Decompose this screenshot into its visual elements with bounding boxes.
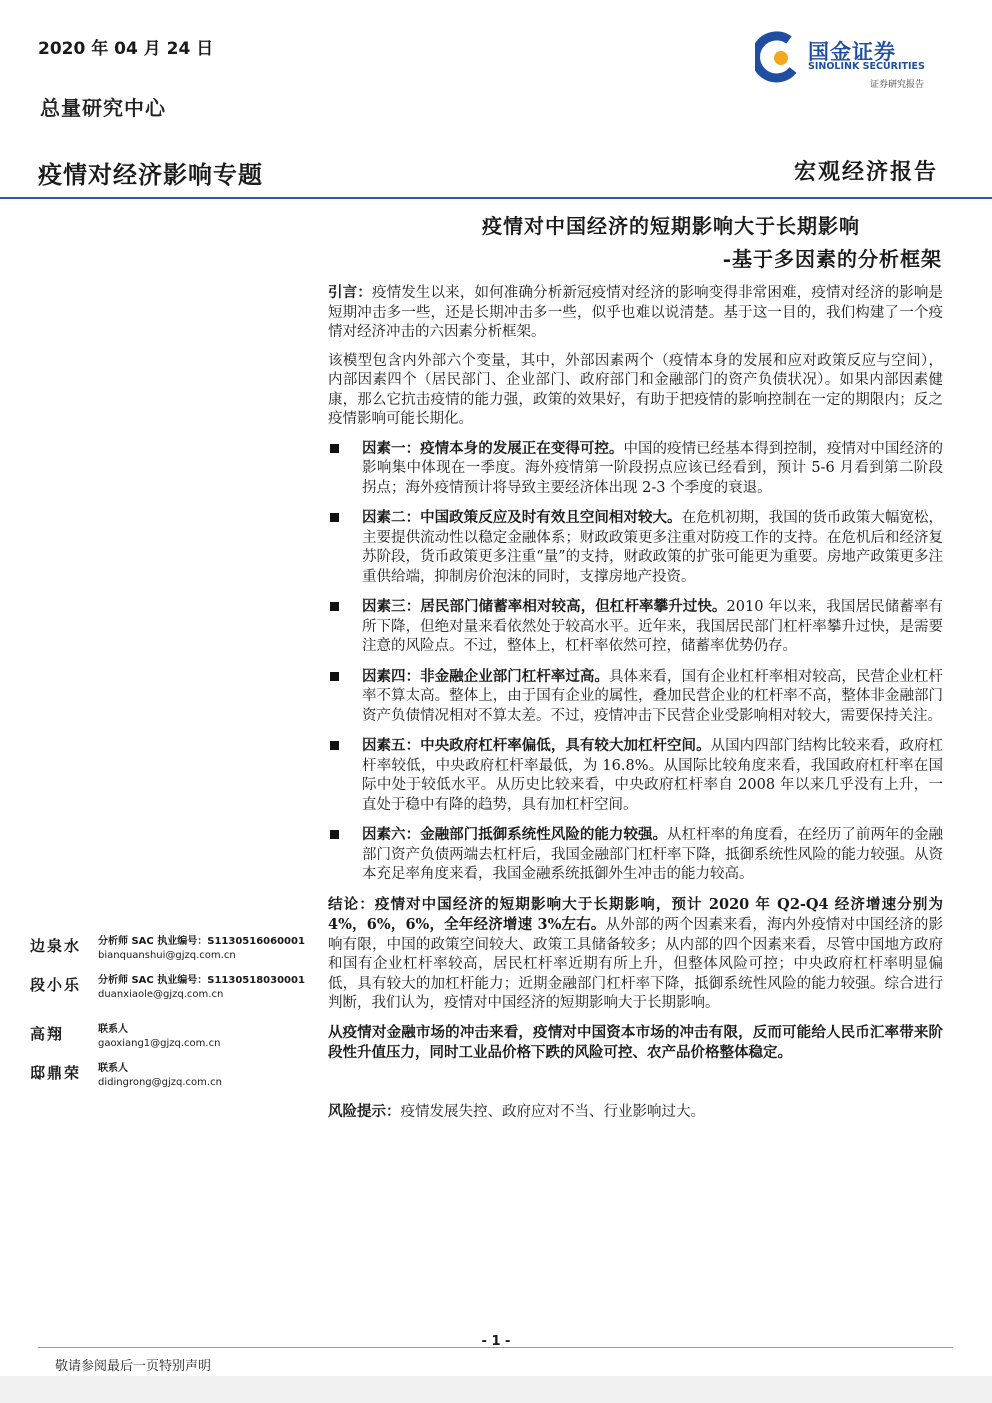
intro-paragraph <box>328 283 943 343</box>
analyst-role: 联系人 <box>98 1063 128 1074</box>
factor-text: 2010 年以来，我国居民储蓄率有所下降，但绝对量来看依然处于较高水平。近年来，我国居民部门杠杆率攀升过快，是需要注意的风险点。不过，整体上，杠杆率依然可控，储蓄率优势仍存。 <box>362 599 943 654</box>
header-rule <box>0 197 992 199</box>
analyst-name: 邸鼎荣 <box>30 1064 82 1082</box>
intro-label: 引言： <box>328 284 372 301</box>
report-date: 2020 年 04 月 24 日 <box>38 39 214 59</box>
report-title: 疫情对中国经济的短期影响大于长期影响 <box>482 214 860 238</box>
analyst-info <box>98 935 305 963</box>
factor-head: 因素三：居民部门储蓄率相对较高，但杠杆率攀升过快。 <box>362 598 727 615</box>
report-topic: 疫情对经济影响专题 <box>38 161 263 189</box>
factor-item <box>328 597 943 657</box>
page-number: - 1 - <box>481 1334 511 1349</box>
analyst-name: 高翔 <box>30 1025 65 1043</box>
logo-english: SINOLINK SECURITIES <box>808 61 925 72</box>
analyst-email[interactable]: duanxiaole@gjzq.com.cn <box>98 989 224 1000</box>
analyst-info <box>98 1023 220 1051</box>
logo-mark-icon <box>755 30 805 86</box>
bullet-square-icon <box>330 672 339 681</box>
risk-label: 风险提示： <box>328 1102 401 1120</box>
report-type: 宏观经济报告 <box>793 159 938 185</box>
research-center: 总量研究中心 <box>40 96 166 120</box>
factor-item <box>328 508 943 587</box>
logo-name: 国金证券 <box>808 40 896 64</box>
logo-subtitle: 证券研究报告 <box>870 80 925 90</box>
factor-head: 因素二：中国政策反应及时有效且空间相对较大。 <box>362 509 682 526</box>
analyst-info <box>98 974 305 1002</box>
factor-head: 因素五：中央政府杠杆率偏低，具有较大加杠杆空间。 <box>362 737 711 754</box>
market-text: 从疫情对金融市场的冲击来看，疫情对中国资本市场的冲击有限，反而可能给人民币汇率带来阶段性升值压力，同时工业品价格下跌的风险可控、农产品价格整体稳定。 <box>328 1023 943 1061</box>
analyst-name: 段小乐 <box>30 976 82 994</box>
factor-text: 从杠杆率的角度看，在经历了前两年的金融部门资产负债两端去杠杆后，我国金融部门杠杆率下降，抵御系统性风险的能力较强。从资本充足率角度来看，我国金融系统抵御外生冲击的能力较高。 <box>362 827 944 882</box>
risk-paragraph <box>328 1102 943 1123</box>
market-paragraph <box>328 1023 943 1064</box>
bullet-square-icon <box>330 444 339 453</box>
analyst-role: 分析师 SAC 执业编号： <box>98 936 208 947</box>
factor-item <box>328 667 943 727</box>
analyst-email[interactable]: didingrong@gjzq.com.cn <box>98 1077 222 1088</box>
factor-text: 从国内四部门结构比较来看，政府杠杆率较低，中央政府杠杆率最低，为 16.8%。从国际比较角度来看，我国政府杠杆率在国际中处于较低水平。从历史比较来看，中央政府杠杆率自 2008 年以来几乎没有上升，一直处于稳中有降的趋势，具有加杠杆空间。 <box>362 738 944 813</box>
analyst-id: S1130516060001 <box>207 936 305 947</box>
factor-text: 中国的疫情已经基本得到控制，疫情对中国经济的影响集中体现在一季度。海外疫情第一阶段拐点应该已经看到，预计 5-6 月看到第二阶段拐点；海外疫情预计将导致主要经济体出现 2-3 个季度的衰退。 <box>362 440 944 496</box>
factor-item <box>328 825 943 885</box>
footer-rule <box>38 1347 953 1348</box>
factor-item <box>328 439 943 499</box>
disclaimer-text: 敬请参阅最后一页特别声明 <box>55 1359 212 1374</box>
analyst-role: 联系人 <box>98 1024 128 1035</box>
factor-head: 因素六：金融部门抵御系统性风险的能力较强。 <box>362 826 668 843</box>
risk-text: 疫情发展失控、政府应对不当、行业影响过大。 <box>400 1103 705 1120</box>
conclusion-paragraph <box>328 895 943 1014</box>
conclusion-head: 结论：疫情对中国经济的短期影响大于长期影响，预计 2020 年 Q2-Q4 经济增速分别为 4%，6%，6%，全年经济增速 3%左右。 <box>328 895 943 933</box>
analyst-name: 边泉水 <box>30 937 82 955</box>
analyst-email[interactable]: bianquanshui@gjzq.com.cn <box>98 950 236 961</box>
analyst-id: S1130518030001 <box>207 975 305 986</box>
analyst-info <box>98 1062 222 1090</box>
report-body <box>328 283 943 1131</box>
bullet-square-icon <box>330 602 339 611</box>
bullet-square-icon <box>330 830 339 839</box>
factor-list <box>328 439 943 885</box>
bullet-square-icon <box>330 513 339 522</box>
bullet-square-icon <box>330 741 339 750</box>
factor-item <box>328 736 943 815</box>
analyst-email[interactable]: gaoxiang1@gjzq.com.cn <box>98 1038 221 1049</box>
model-paragraph: 该模型包含内外部六个变量，其中，外部因素两个（疫情本身的发展和应对政策反应与空间），内部因素四个（居民部门、企业部门、政府部门和金融部门的资产负债状况）。如果内部因素健康，那么它抗击疫情的能力强，政策的效果好，有助于把疫情的影响控制在一定的期限内；反之疫情影响可能长期化。 <box>328 352 943 427</box>
factor-head: 因素一：疫情本身的发展正在变得可控。 <box>362 439 624 457</box>
conclusion-text: 从外部的两个因素来看，海内外疫情对中国经济的影响有限，中国的政策空间较大、政策工具储备较多；从内部的四个因素来看，尽管中国地方政府和国有企业杠杆率较高，居民杠杆率近期有所上升，但整体风险可控；中央政府杠杆率明显偏低，具有较大的加杠杆能力；近期金融部门杠杆率下降，抵御系统性风险的能力较强。综合进行判断，我们认为，疫情对中国经济的短期影响大于长期影响。 <box>328 917 944 1011</box>
report-subtitle: -基于多因素的分析框架 <box>722 247 942 271</box>
intro-text: 疫情发生以来，如何准确分析新冠疫情对经济的影响变得非常困难，疫情对经济的影响是短期冲击多一些，还是长期冲击多一些，似乎也难以说清楚。基于这一目的，我们构建了一个疫情对经济冲击的六因素分析框架。 <box>328 285 944 340</box>
analyst-role: 分析师 SAC 执业编号： <box>98 975 208 986</box>
factor-head: 因素四：非金融企业部门杠杆率过高。 <box>362 667 609 685</box>
factor-text: 在危机初期，我国的货币政策大幅宽松，主要提供流动性以稳定金融体系；财政政策更多注重对防疫工作的支持。在危机后和经济复苏阶段，货币政策更多注重“量”的支持，财政政策的扩张可能更为重要。房地产政策更多注重供给端，抑制房价泡沫的同时，支撑房地产投资。 <box>362 510 943 585</box>
factor-text: 具体来看，国有企业杠杆率相对较高，民营企业杠杆率不算太高。整体上，由于国有企业的属性，叠加民营企业的杠杆率不高，整体非金融部门资产负债情况相对不算太差。不过，疫情冲击下民营企业受影响相对较大，需要保持关注。 <box>362 668 943 724</box>
footer-band <box>0 1376 992 1403</box>
